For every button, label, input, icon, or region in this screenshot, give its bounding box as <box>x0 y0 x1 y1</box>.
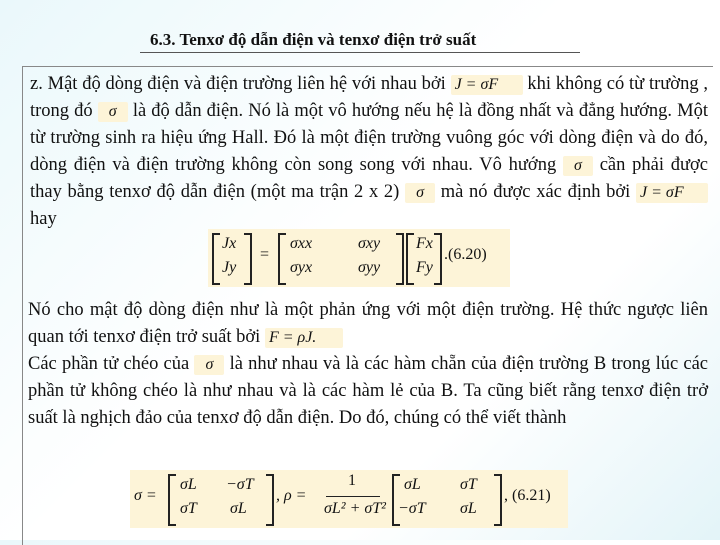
eq621-rl2: σL <box>460 500 477 517</box>
math-sigma-tensor: σ <box>405 183 435 203</box>
eq620-fx: Fx <box>416 235 433 252</box>
eq620-sxx: σxx <box>290 235 313 252</box>
para1-text-1: z. Mật độ dòng điện và điện trường liên hệ với nhau bởi <box>30 74 446 94</box>
math-sigma: σ <box>563 156 593 176</box>
eq620-label: .(6.20) <box>444 246 487 263</box>
equation-6-21 <box>130 470 568 528</box>
math-j-sigma-e-tensor: J = σF <box>636 183 708 203</box>
para2-text-2: Các phần tử chéo của <box>28 354 190 374</box>
equation-6-20: Jx Jy = σxx σxy σyx σyy Fx Fy .(6.20) <box>208 229 510 287</box>
para1-text-6: hay <box>30 209 57 229</box>
eq620-jy: Jy <box>222 259 237 276</box>
para2-text-1: Nó cho mật độ dòng điện như là một phản ứng với một điện trường. Hệ thức ngược liên quan tới tenxơ điện trở suất bởi <box>28 300 708 347</box>
eq621-rl1: σL <box>404 476 421 493</box>
eq620-fy: Fy <box>416 259 433 276</box>
eq621-frac-den: σL² + σT² <box>324 500 386 517</box>
title-underline <box>140 52 580 53</box>
eq621-sl1: σL <box>180 476 197 493</box>
eq620-syy: σyy <box>358 259 381 276</box>
eq621-rho-lhs: , ρ = <box>276 487 307 504</box>
eq621-sigma-lhs: σ = <box>134 487 157 504</box>
para1-text-2: khi không có từ trường , trong đó <box>30 74 708 121</box>
math-j-sigma-e: J = σF <box>451 75 523 95</box>
eq621-rmt: −σT <box>398 500 426 517</box>
para1-text-4: cần phải được thay bằng tenxơ độ dẫn điện (một ma trận 2 x 2) <box>30 155 709 202</box>
math-sigma-diag: σ <box>194 355 224 375</box>
eq621-label: , (6.21) <box>504 487 551 504</box>
eq620-syx: σyx <box>290 259 313 276</box>
eq621-frac-num: 1 <box>348 472 356 489</box>
math-e-rho-j: F = ρJ. <box>265 328 343 348</box>
slide-title: 6.3. Tenxơ độ dẫn điện và tenxơ điện trở suất <box>150 30 477 49</box>
eq620-sxy: σxy <box>358 235 381 252</box>
paragraph-resistivity <box>28 297 708 432</box>
math-sigma: σ <box>98 102 128 122</box>
eq621-rt1: σT <box>460 476 477 493</box>
para2-text-3: là như nhau và là các hàm chẵn của điện trường B trong lúc các phần tử không chéo là như nhau và là các hàm lẻ của B. Ta cũng biết rằng tenxơ điện trở suất là nghịch đảo của tenxơ độ dẫn điện. Do đó, chúng có thể viết thành <box>28 354 709 428</box>
para1-text-5: mà nó được xác định bởi <box>440 182 631 202</box>
eq621-st: σT <box>180 500 197 517</box>
eq620-jx: Jx <box>222 235 237 252</box>
eq621-sl2: σL <box>230 500 247 517</box>
para1-text-3: là độ dẫn điện. Nó là một vô hướng nếu hệ là đồng nhất và đẳng hướng. Một từ trường sinh ra hiệu ứng Hall. Đó là một điện trường vuông góc với dòng điện và do đó, dòng điện và điện trường không còn song song với nhau. Vô hướng <box>30 101 708 175</box>
eq621-smt: −σT <box>226 476 254 493</box>
paragraph-conductivity <box>30 71 708 233</box>
